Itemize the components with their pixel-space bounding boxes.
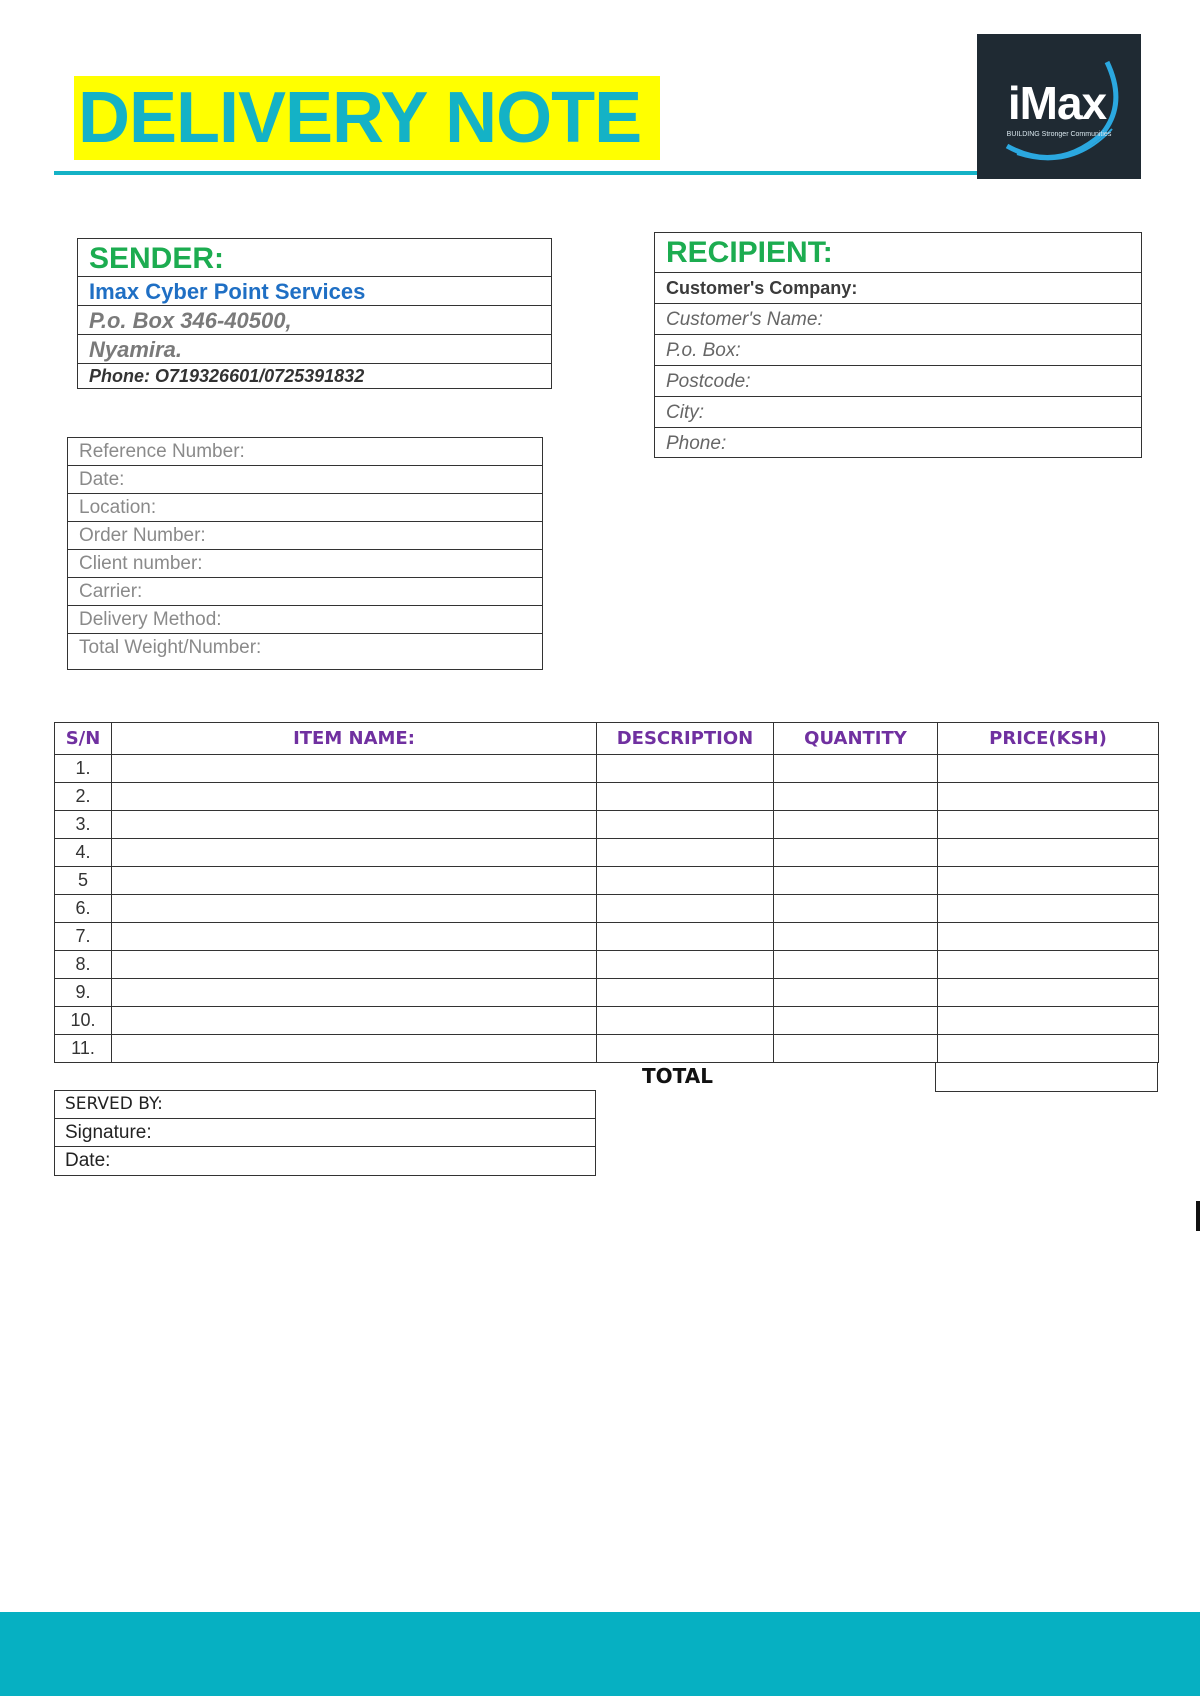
header-divider (54, 171, 982, 175)
cell-item-name[interactable] (112, 1007, 597, 1035)
cell-price[interactable] (938, 951, 1159, 979)
table-row (55, 811, 1159, 839)
table-row (55, 951, 1159, 979)
detail-total-weight[interactable]: Total Weight/Number: (79, 637, 262, 658)
footer-band (0, 1612, 1200, 1696)
cell-item-name[interactable] (112, 811, 597, 839)
cell-sn: 1. (55, 755, 112, 783)
cell-price[interactable] (938, 755, 1159, 783)
detail-order-number[interactable]: Order Number: (68, 522, 542, 550)
page-edge-mark (1196, 1201, 1200, 1231)
cell-description[interactable] (597, 811, 774, 839)
cell-price[interactable] (938, 923, 1159, 951)
cell-description[interactable] (597, 979, 774, 1007)
column-header-quantity: QUANTITY (774, 723, 938, 755)
column-header-sn: S/N (55, 723, 112, 755)
cell-description[interactable] (597, 951, 774, 979)
detail-reference-number[interactable]: Reference Number: (68, 438, 542, 466)
column-header-price: PRICE(KSH) (938, 723, 1159, 755)
cell-item-name[interactable] (112, 895, 597, 923)
cell-item-name[interactable] (112, 867, 597, 895)
table-row (55, 1007, 1159, 1035)
recipient-field-city[interactable]: City: (655, 397, 1141, 428)
sender-phone: Phone: O719326601/0725391832 (89, 366, 365, 386)
cell-sn: 10. (55, 1007, 112, 1035)
cell-quantity[interactable] (774, 895, 938, 923)
cell-price[interactable] (938, 867, 1159, 895)
total-value-cell[interactable] (935, 1063, 1158, 1092)
recipient-field-name[interactable]: Customer's Name: (655, 304, 1141, 335)
cell-quantity[interactable] (774, 783, 938, 811)
detail-carrier[interactable]: Carrier: (68, 578, 542, 606)
cell-price[interactable] (938, 811, 1159, 839)
logo-tagline: BUILDING Stronger Communities (1006, 131, 1112, 138)
cell-price[interactable] (938, 895, 1159, 923)
served-by-block (54, 1090, 596, 1176)
cell-item-name[interactable] (112, 923, 597, 951)
sender-company: Imax Cyber Point Services (78, 277, 551, 306)
sender-block (77, 238, 552, 389)
cell-sn: 8. (55, 951, 112, 979)
logo-wordmark: iMax (1007, 77, 1107, 129)
sender-heading: SENDER: (78, 239, 551, 277)
table-row (55, 979, 1159, 1007)
cell-price[interactable] (938, 979, 1159, 1007)
cell-sn: 9. (55, 979, 112, 1007)
column-header-description: DESCRIPTION (597, 723, 774, 755)
recipient-field-pobox[interactable]: P.o. Box: (655, 335, 1141, 366)
cell-description[interactable] (597, 1007, 774, 1035)
table-row (55, 1035, 1159, 1063)
items-table-body (55, 755, 1159, 1063)
cell-quantity[interactable] (774, 923, 938, 951)
cell-description[interactable] (597, 923, 774, 951)
cell-sn: 11. (55, 1035, 112, 1063)
cell-sn: 7. (55, 923, 112, 951)
cell-item-name[interactable] (112, 951, 597, 979)
cell-description[interactable] (597, 867, 774, 895)
recipient-field-postcode[interactable]: Postcode: (655, 366, 1141, 397)
cell-item-name[interactable] (112, 755, 597, 783)
signature-field[interactable]: Signature: (55, 1119, 595, 1147)
served-by-label[interactable]: SERVED BY: (55, 1091, 595, 1119)
cell-description[interactable] (597, 895, 774, 923)
cell-quantity[interactable] (774, 811, 938, 839)
cell-sn: 6. (55, 895, 112, 923)
cell-sn: 4. (55, 839, 112, 867)
cell-sn: 5 (55, 867, 112, 895)
cell-quantity[interactable] (774, 951, 938, 979)
recipient-field-company[interactable]: Customer's Company: (655, 273, 1141, 304)
detail-client-number[interactable]: Client number: (68, 550, 542, 578)
cell-price[interactable] (938, 783, 1159, 811)
cell-sn: 2. (55, 783, 112, 811)
table-row (55, 923, 1159, 951)
items-table-header-row (55, 723, 1159, 755)
delivery-details-block (67, 437, 543, 670)
recipient-field-phone[interactable]: Phone: (666, 433, 727, 454)
cell-quantity[interactable] (774, 979, 938, 1007)
sender-address-line1: P.o. Box 346-40500, (78, 306, 551, 335)
cell-price[interactable] (938, 839, 1159, 867)
company-logo (977, 34, 1141, 179)
cell-price[interactable] (938, 1007, 1159, 1035)
cell-quantity[interactable] (774, 1007, 938, 1035)
cell-description[interactable] (597, 1035, 774, 1063)
cell-item-name[interactable] (112, 979, 597, 1007)
cell-item-name[interactable] (112, 1035, 597, 1063)
cell-quantity[interactable] (774, 867, 938, 895)
cell-price[interactable] (938, 1035, 1159, 1063)
cell-item-name[interactable] (112, 839, 597, 867)
cell-sn: 3. (55, 811, 112, 839)
cell-item-name[interactable] (112, 783, 597, 811)
table-row (55, 895, 1159, 923)
total-label: TOTAL (642, 1064, 713, 1088)
column-header-item-name: ITEM NAME: (112, 723, 597, 755)
cell-description[interactable] (597, 839, 774, 867)
cell-quantity[interactable] (774, 1035, 938, 1063)
cell-description[interactable] (597, 783, 774, 811)
table-row (55, 839, 1159, 867)
detail-location[interactable]: Location: (68, 494, 542, 522)
cell-description[interactable] (597, 755, 774, 783)
cell-quantity[interactable] (774, 755, 938, 783)
items-table (54, 722, 1159, 1063)
sender-address-line2: Nyamira. (78, 335, 551, 364)
detail-delivery-method[interactable]: Delivery Method: (68, 606, 542, 634)
recipient-block (654, 232, 1142, 458)
table-row (55, 867, 1159, 895)
page-title: DELIVERY NOTE (74, 76, 660, 160)
table-row (55, 783, 1159, 811)
served-date-field[interactable]: Date: (65, 1150, 111, 1171)
detail-date[interactable]: Date: (68, 466, 542, 494)
cell-quantity[interactable] (774, 839, 938, 867)
recipient-heading: RECIPIENT: (655, 233, 1141, 273)
table-row (55, 755, 1159, 783)
